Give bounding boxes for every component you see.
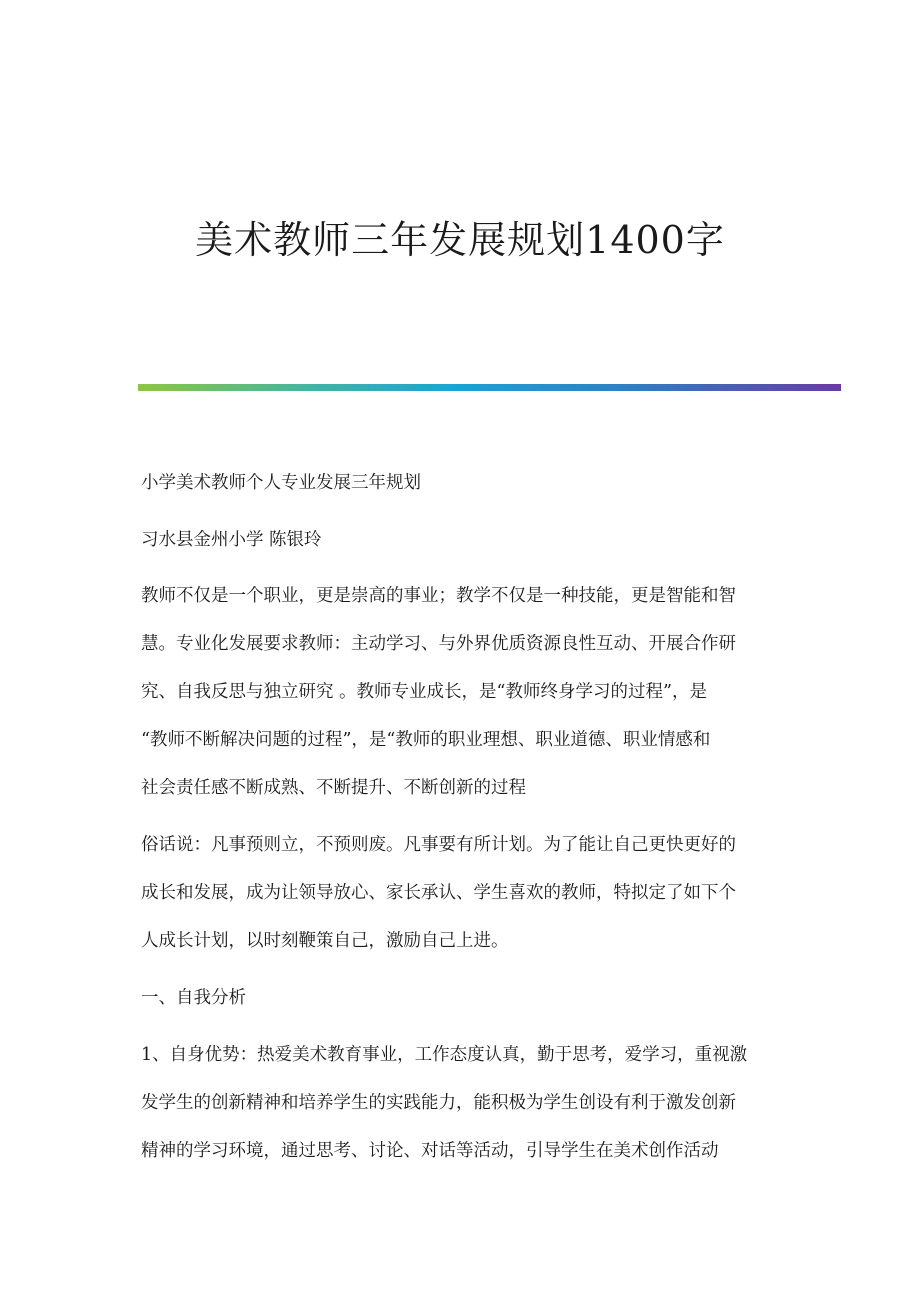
paragraph-line: 精神的学习环境，通过思考、讨论、对话等活动，引导学生在美术创作活动: [141, 1141, 719, 1161]
paragraph-line: 慧。专业化发展要求教师：主动学习、与外界优质资源良性互动、开展合作研: [141, 634, 736, 654]
paragraph-line: “教师不断解决问题的过程”，是“教师的职业理想、职业道德、职业情感和: [141, 730, 711, 750]
paragraph-line: 俗话说：凡事预则立，不预则废。凡事要有所计划。为了能让自己更快更好的: [141, 835, 736, 855]
paragraph-line: 成长和发展，成为让领导放心、家长承认、学生喜欢的教师，特拟定了如下个: [141, 883, 736, 903]
author-line: 习水县金州小学 陈银玲: [141, 530, 322, 550]
document-title: 美术教师三年发展规划1400字: [195, 218, 725, 262]
paragraph-line: 教师不仅是一个职业，更是崇高的事业；教学不仅是一种技能，更是智能和智: [141, 586, 736, 606]
paragraph-line: 1、自身优势：热爱美术教育事业，工作态度认真，勤于思考，爱学习，重视激: [141, 1045, 748, 1065]
paragraph-line: 究、自我反思与独立研究 。教师专业成长，是“教师终身学习的过程”，是: [141, 682, 707, 702]
section-heading: 一、自我分析: [141, 988, 246, 1008]
paragraph-line: 发学生的创新精神和培养学生的实践能力，能积极为学生创设有利于激发创新: [141, 1093, 736, 1113]
subtitle: 小学美术教师个人专业发展三年规划: [141, 473, 421, 493]
paragraph-line: 社会责任感不断成熟、不断提升、不断创新的过程: [141, 778, 526, 798]
paragraph-line: 人成长计划，以时刻鞭策自己，激励自己上进。: [141, 931, 509, 951]
gradient-divider: [138, 384, 841, 391]
